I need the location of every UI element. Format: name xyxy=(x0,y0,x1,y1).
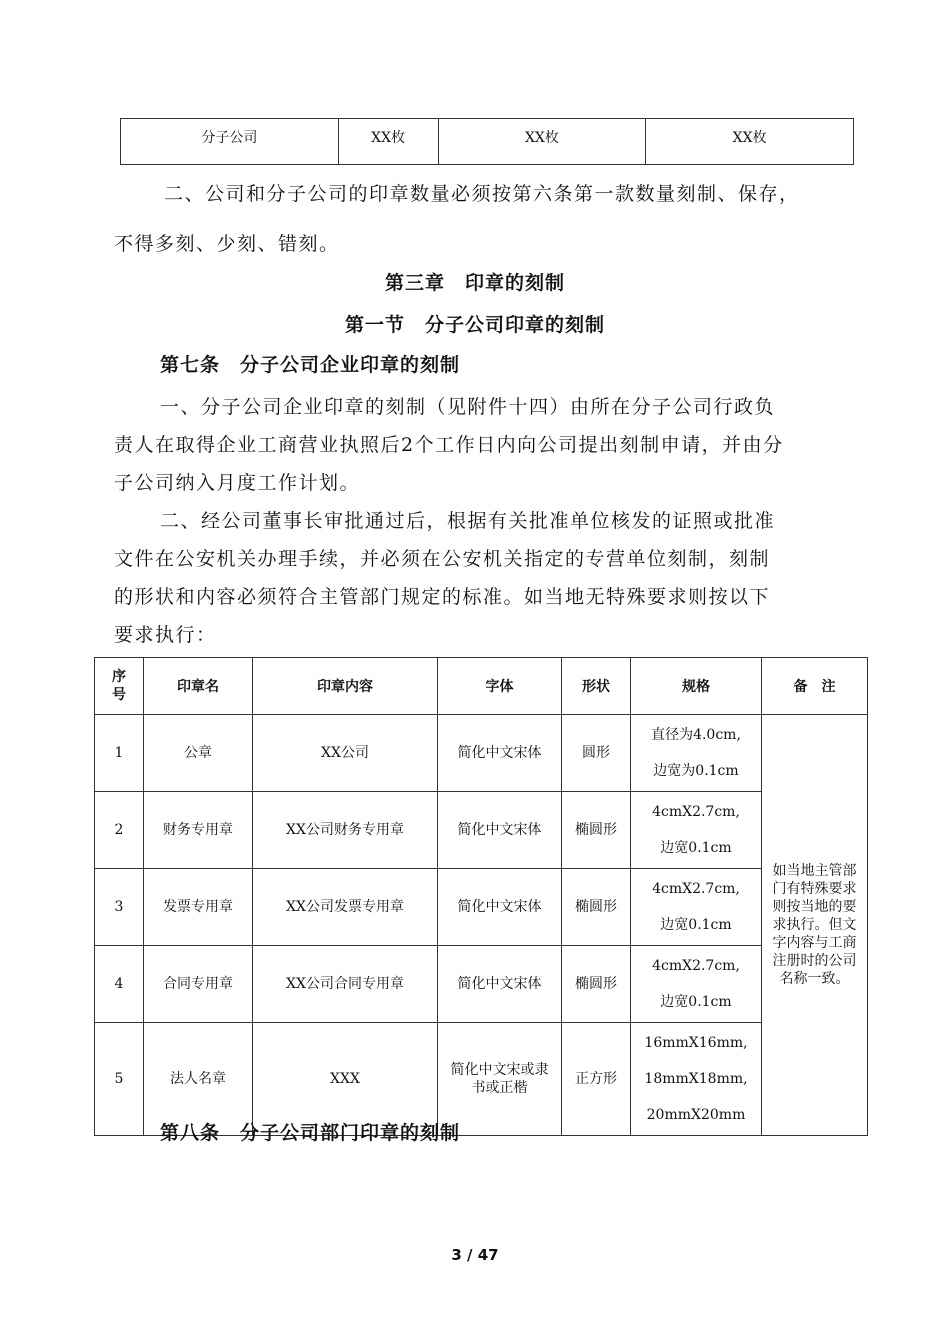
spec-line: 边宽0.1cm xyxy=(660,994,732,1010)
paragraph-line: 二、公司和分子公司的印章数量必须按第六条第一款数量刻制、保存， xyxy=(164,183,800,205)
table-cell: 分子公司 xyxy=(121,119,339,165)
cell-no: 4 xyxy=(95,946,144,1023)
header-remark: 备 注 xyxy=(762,658,868,715)
cell-font: 简化中文宋体 xyxy=(438,869,562,946)
cell-spec xyxy=(631,792,762,869)
spec-line: 4cmX2.7cm, xyxy=(652,881,740,897)
spec-line: 4cmX2.7cm, xyxy=(652,958,740,974)
article-7-title: 第七条 分子公司企业印章的刻制 xyxy=(160,354,461,376)
table-header-row xyxy=(95,658,868,715)
cell-no: 5 xyxy=(95,1023,144,1136)
paragraph-line: 子公司纳入月度工作计划。 xyxy=(114,472,361,494)
cell-shape: 圆形 xyxy=(562,715,631,792)
paragraph-line: 不得多刻、少刻、错刻。 xyxy=(114,233,340,255)
table-cell: XX枚 xyxy=(338,119,438,165)
cell-content: XX公司合同专用章 xyxy=(253,946,438,1023)
cell-no: 3 xyxy=(95,869,144,946)
header-shape: 形状 xyxy=(562,658,631,715)
table-row xyxy=(95,792,868,869)
spec-line: 边宽0.1cm xyxy=(660,917,732,933)
page-number: 3 / 47 xyxy=(451,1246,499,1264)
cell-content: XX公司发票专用章 xyxy=(253,869,438,946)
section-title: 第一节 分子公司印章的刻制 xyxy=(344,314,605,336)
spec-line: 16mmX16mm, xyxy=(644,1035,748,1051)
paragraph-line: 的形状和内容必须符合主管部门规定的标准。如当地无特殊要求则按以下 xyxy=(114,586,771,608)
cell-name: 合同专用章 xyxy=(144,946,253,1023)
article-8-title: 第八条 分子公司部门印章的刻制 xyxy=(160,1122,461,1144)
chapter-title: 第三章 印章的刻制 xyxy=(384,272,565,294)
cell-font: 简化中文宋体 xyxy=(438,792,562,869)
cell-font: 简化中文宋体 xyxy=(438,715,562,792)
spec-line: 4cmX2.7cm, xyxy=(652,804,740,820)
cell-spec xyxy=(631,1023,762,1136)
table-cell: XX枚 xyxy=(646,119,854,165)
quantity-table xyxy=(120,118,854,165)
cell-shape: 椭圆形 xyxy=(562,869,631,946)
spec-line: 20mmX20mm xyxy=(646,1107,746,1123)
cell-spec xyxy=(631,869,762,946)
paragraph-line: 要求执行： xyxy=(114,624,217,646)
cell-shape: 正方形 xyxy=(562,1023,631,1136)
cell-font: 简化中文宋或隶书或正楷 xyxy=(438,1023,562,1136)
cell-spec xyxy=(631,946,762,1023)
cell-remark: 如当地主管部门有特殊要求则按当地的要求执行。但文字内容与工商注册时的公司名称一致。 xyxy=(762,715,868,1136)
cell-name: 法人名章 xyxy=(144,1023,253,1136)
header-no: 序号 xyxy=(95,658,144,715)
paragraph-line: 文件在公安机关办理手续，并必须在公安机关指定的专营单位刻制，刻制 xyxy=(114,548,771,570)
cell-name: 发票专用章 xyxy=(144,869,253,946)
cell-shape: 椭圆形 xyxy=(562,946,631,1023)
table-row xyxy=(95,715,868,792)
spec-line: 18mmX18mm, xyxy=(644,1071,748,1087)
table-row xyxy=(95,946,868,1023)
paragraph-line: 二、经公司董事长审批通过后，根据有关批准单位核发的证照或批准 xyxy=(160,510,776,532)
cell-name: 公章 xyxy=(144,715,253,792)
cell-content: XX公司财务专用章 xyxy=(253,792,438,869)
spec-line: 边宽0.1cm xyxy=(660,840,732,856)
cell-no: 2 xyxy=(95,792,144,869)
header-name: 印章名 xyxy=(144,658,253,715)
table-cell: XX枚 xyxy=(438,119,646,165)
cell-content: XXX xyxy=(253,1023,438,1136)
paragraph-line: 一、分子公司企业印章的刻制（见附件十四）由所在分子公司行政负 xyxy=(160,396,776,418)
spec-line: 直径为4.0cm, xyxy=(651,727,741,743)
spec-line: 边宽为0.1cm xyxy=(653,763,739,779)
cell-no: 1 xyxy=(95,715,144,792)
header-content: 印章内容 xyxy=(253,658,438,715)
cell-shape: 椭圆形 xyxy=(562,792,631,869)
header-spec: 规格 xyxy=(631,658,762,715)
table-row xyxy=(95,869,868,946)
cell-content: XX公司 xyxy=(253,715,438,792)
cell-name: 财务专用章 xyxy=(144,792,253,869)
seal-spec-table xyxy=(94,657,868,1136)
header-font: 字体 xyxy=(438,658,562,715)
cell-spec xyxy=(631,715,762,792)
paragraph-line: 责人在取得企业工商营业执照后2个工作日内向公司提出刻制申请，并由分 xyxy=(114,434,784,456)
cell-font: 简化中文宋体 xyxy=(438,946,562,1023)
table-row xyxy=(121,119,854,165)
